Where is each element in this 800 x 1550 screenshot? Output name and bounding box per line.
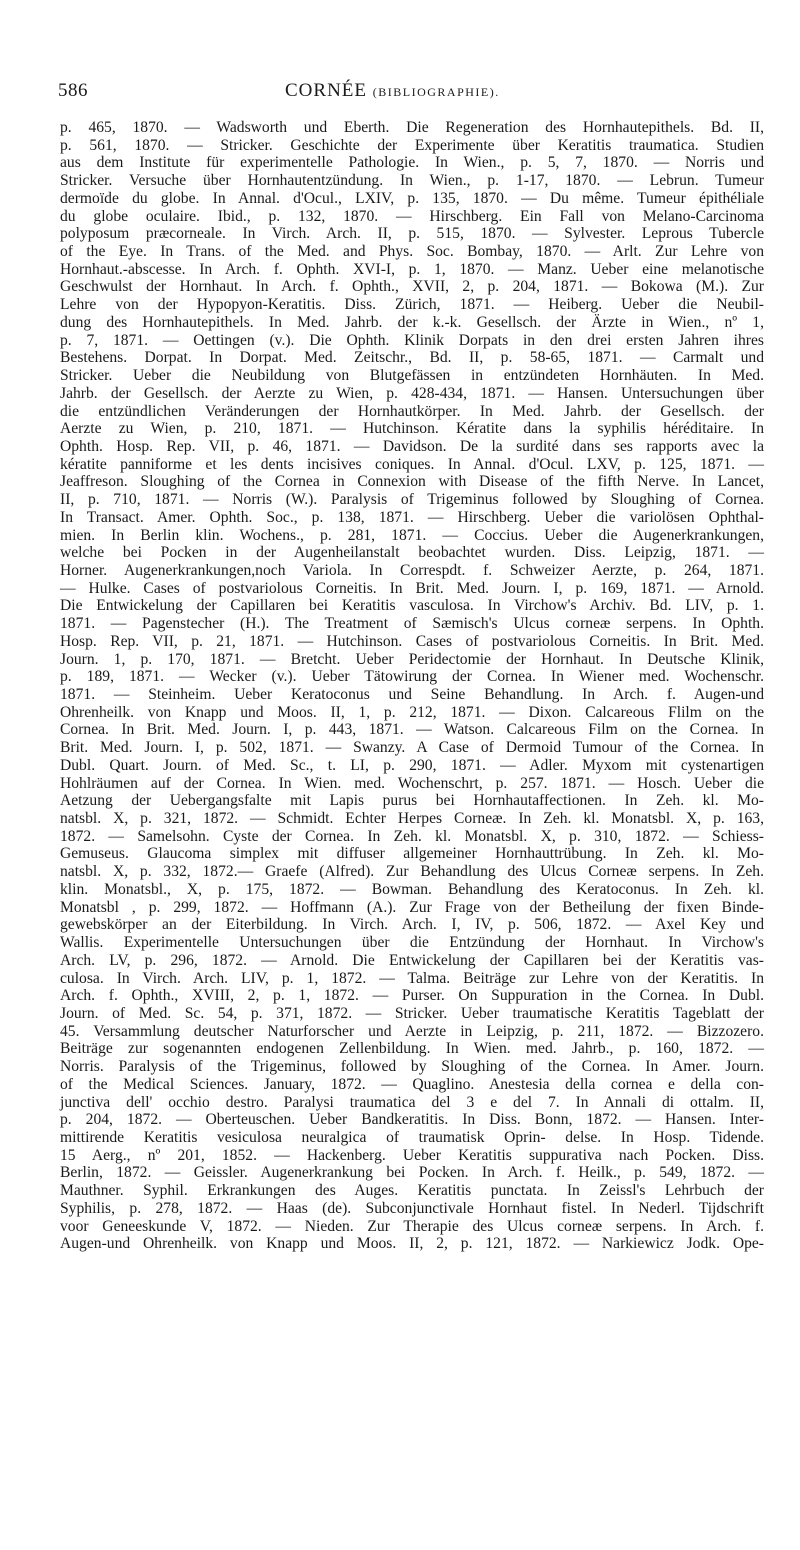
text-line: Lehre von der Hypopyon-Keratitis. Diss. Zürich, 1871. — Heiberg. Ueber die Neubil- <box>60 296 764 314</box>
text-line: voor Geneeskunde V, 1872. — Nieden. Zur Therapie des Ulcus corneæ serpens. In Arch. f. <box>60 1217 764 1235</box>
running-title-main: CORNÉE <box>285 80 367 101</box>
text-line: mittirende Keratitis vesiculosa neuralgica of traumatisk Oprin- delse. In Hosp. Tidende. <box>60 1128 764 1146</box>
text-line: Wallis. Experimentelle Untersuchungen über die Entzündung der Hornhaut. In Virchow's <box>60 934 764 952</box>
text-line: Die Entwickelung der Capillaren bei Keratitis vasculosa. In Virchow's Archiv. Bd. LIV, p. 1. <box>60 597 764 615</box>
text-line: p. 561, 1870. — Stricker. Geschichte der Experimente über Keratitis traumatica. Studien <box>60 136 764 154</box>
text-line: Jeaffreson. Sloughing of the Cornea in Connexion with Disease of the fifth Nerve. In Lancet, <box>60 473 764 491</box>
text-line: Hohlräumen auf der Cornea. In Wien. med. Wochenschrt, p. 257. 1871. — Hosch. Ueber die <box>60 774 764 792</box>
text-line: Beiträge zur sogenannten endogenen Zellenbildung. In Wien. med. Jahrb., p. 160, 1872. — <box>60 1040 764 1058</box>
text-line <box>60 1253 764 1271</box>
text-line: Geschwulst der Hornhaut. In Arch. f. Ophth., XVII, 2, p. 204, 1871. — Bokowa (M.). Zur <box>60 278 764 296</box>
text-line: Aerzte zu Wien, p. 210, 1871. — Hutchinson. Kératite dans la syphilis héréditaire. In <box>60 420 764 438</box>
text-line: Journ. of Med. Sc. 54, p. 371, 1872. — Stricker. Ueber traumatische Keratitis Tageblatt der <box>60 1004 764 1022</box>
text-line: Berlin, 1872. — Geissler. Augenerkrankung bei Pocken. In Arch. f. Heilk., p. 549, 1872. — <box>60 1164 764 1182</box>
text-line: aus dem Institute für experimentelle Pathologie. In Wien., p. 5, 7, 1870. — Norris und <box>60 154 764 172</box>
text-line: dung des Hornhautepithels. In Med. Jahrb. der k.-k. Gesellsch. der Ärzte in Wien., nº 1, <box>60 313 764 331</box>
text-line: II, p. 710, 1871. — Norris (W.). Paralysis of Trigeminus followed by Sloughing of Cornea. <box>60 491 764 509</box>
text-line: Hornhaut.-abscesse. In Arch. f. Ophth. XVI-I, p. 1, 1870. — Manz. Ueber eine melanotische <box>60 260 764 278</box>
page-number: 586 <box>58 80 88 101</box>
text-line: of the Eye. In Trans. of the Med. and Phys. Soc. Bombay, 1870. — Arlt. Zur Lehre von <box>60 243 764 261</box>
text-line: — Hulke. Cases of postvariolous Corneitis. In Brit. Med. Journ. I, p. 169, 1871. — Arnold. <box>60 579 764 597</box>
text-line: p. 7, 1871. — Oettingen (v.). Die Ophth. Klinik Dorpats in den drei ersten Jahren ihres <box>60 331 764 349</box>
text-line: p. 204, 1872. — Oberteuschen. Ueber Bandkeratitis. In Diss. Bonn, 1872. — Hansen. Inter- <box>60 1111 764 1129</box>
text-line: natsbl. X, p. 321, 1872. — Schmidt. Echter Herpes Corneæ. In Zeh. kl. Monatsbl. X, p. 163, <box>60 810 764 828</box>
text-line: Mauthner. Syphil. Erkrankungen des Auges. Keratitis punctata. In Zeissl's Lehrbuch der <box>60 1182 764 1200</box>
text-line: Dubl. Quart. Journ. of Med. Sc., t. LI, p. 290, 1871. — Adler. Myxom mit cystenartigen <box>60 756 764 774</box>
text-line: Monatsbl , p. 299, 1872. — Hoffmann (A.). Zur Frage von der Betheilung der fixen Binde- <box>60 898 764 916</box>
text-line: Arch. f. Ophth., XVIII, 2, p. 1, 1872. — Purser. On Suppuration in the Cornea. In Dubl. <box>60 987 764 1005</box>
text-line: Jahrb. der Gesellsch. der Aerzte zu Wien, p. 428-434, 1871. — Hansen. Untersuchungen über <box>60 384 764 402</box>
running-title <box>285 80 500 102</box>
text-line: In Transact. Amer. Ophth. Soc., p. 138, 1871. — Hirschberg. Ueber die variolösen Ophthal- <box>60 508 764 526</box>
text-line: Ohrenheilk. von Knapp und Moos. II, 1, p. 212, 1871. — Dixon. Calcareous Flilm on the <box>60 703 764 721</box>
text-line: die entzündlichen Veränderungen der Hornhautkörper. In Med. Jahrb. der Gesellsch. der <box>60 402 764 420</box>
running-head <box>58 80 758 108</box>
text-line: 1872. — Samelsohn. Cyste der Cornea. In Zeh. kl. Monatsbl. X, p. 310, 1872. — Schiess- <box>60 827 764 845</box>
text-line: Stricker. Ueber die Neubildung von Blutgefässen in entzündeten Hornhäuten. In Med. <box>60 367 764 385</box>
text-line: Augen-und Ohrenheilk. von Knapp und Moos. II, 2, p. 121, 1872. — Narkiewicz Jodk. Ope- <box>60 1235 764 1253</box>
text-line: Ophth. Hosp. Rep. VII, p. 46, 1871. — Davidson. De la surdité dans ses rapports avec la <box>60 437 764 455</box>
text-line: Aetzung der Uebergangsfalte mit Lapis purus bei Hornhautaffectionen. In Zeh. kl. Mo- <box>60 792 764 810</box>
text-line: du globe oculaire. Ibid., p. 132, 1870. — Hirschberg. Ein Fall von Melano-Carcinoma <box>60 207 764 225</box>
bibliography-text <box>60 119 764 1271</box>
text-line: of the Medical Sciences. January, 1872. — Quaglino. Anestesia della cornea e della con- <box>60 1075 764 1093</box>
text-line: Gemuseus. Glaucoma simplex mit diffuser allgemeiner Hornhauttrübung. In Zeh. kl. Mo- <box>60 845 764 863</box>
text-line: kératite panniforme et les dents incisives coniques. In Annal. d'Ocul. LXV, p. 125, 1871. — <box>60 455 764 473</box>
text-line: Stricker. Versuche über Hornhautentzündung. In Wien., p. 1-17, 1870. — Lebrun. Tumeur <box>60 172 764 190</box>
text-line: culosa. In Virch. Arch. LIV, p. 1, 1872. — Talma. Beiträge zur Lehre von der Keratitis. In <box>60 969 764 987</box>
text-line: p. 189, 1871. — Wecker (v.). Ueber Tätowirung der Cornea. In Wiener med. Wochenschr. <box>60 668 764 686</box>
text-line: Cornea. In Brit. Med. Journ. I, p. 443, 1871. — Watson. Calcareous Film on the Cornea. In <box>60 721 764 739</box>
text-line: klin. Monatsbl., X, p. 175, 1872. — Bowman. Behandlung des Keratoconus. In Zeh. kl. <box>60 880 764 898</box>
text-line: Journ. 1, p. 170, 1871. — Bretcht. Ueber Peridectomie der Hornhaut. In Deutsche Klinik, <box>60 650 764 668</box>
text-line: natsbl. X, p. 332, 1872.— Graefe (Alfred). Zur Behandlung des Ulcus Corneæ serpens. In Zeh. <box>60 863 764 881</box>
text-line: dermoïde du globe. In Annal. d'Ocul., LXIV, p. 135, 1870. — Du même. Tumeur épithéliale <box>60 189 764 207</box>
running-title-section: (BIBLIOGRAPHIE). <box>372 85 500 99</box>
text-line: welche bei Pocken in der Augenheilanstalt beobachtet wurden. Diss. Leipzig, 1871. — <box>60 544 764 562</box>
text-line: p. 465, 1870. — Wadsworth und Eberth. Die Regeneration des Hornhautepithels. Bd. II, <box>60 119 764 136</box>
text-line: gewebskörper an der Eiterbildung. In Virch. Arch. I, IV, p. 506, 1872. — Axel Key und <box>60 916 764 934</box>
text-line: Hosp. Rep. VII, p. 21, 1871. — Hutchinson. Cases of postvariolous Corneitis. In Brit. Med. <box>60 632 764 650</box>
text-line: 15 Aerg., nº 201, 1852. — Hackenberg. Ueber Keratitis suppurativa nach Pocken. Diss. <box>60 1146 764 1164</box>
text-line: Norris. Paralysis of the Trigeminus, followed by Sloughing of the Cornea. In Amer. Journ. <box>60 1058 764 1076</box>
text-line: 1871. — Pagenstecher (H.). The Treatment of Sæmisch's Ulcus corneæ serpens. In Ophth. <box>60 615 764 633</box>
text-line: Horner. Augenerkrankungen,noch Variola. In Correspdt. f. Schweizer Aerzte, p. 264, 1871. <box>60 561 764 579</box>
text-line: Syphilis, p. 278, 1872. — Haas (de). Subconjunctivale Hornhaut fistel. In Nederl. Tijdschrift <box>60 1199 764 1217</box>
text-line: mien. In Berlin klin. Wochens., p. 281, 1871. — Coccius. Ueber die Augenerkrankungen, <box>60 526 764 544</box>
text-line: 1871. — Steinheim. Ueber Keratoconus und Seine Behandlung. In Arch. f. Augen-und <box>60 686 764 703</box>
text-line: Brit. Med. Journ. I, p. 502, 1871. — Swanzy. A Case of Dermoid Tumour of the Cornea. In <box>60 739 764 757</box>
text-line: Arch. LV, p. 296, 1872. — Arnold. Die Entwickelung der Capillaren bei der Keratitis vas- <box>60 951 764 969</box>
text-line: 45. Versammlung deutscher Naturforscher und Aerzte in Leipzig, p. 211, 1872. — Bizzozero. <box>60 1022 764 1040</box>
text-line: Bestehens. Dorpat. In Dorpat. Med. Zeitschr., Bd. II, p. 58-65, 1871. — Carmalt und <box>60 349 764 367</box>
text-line: polyposum præcorneale. In Virch. Arch. II, p. 515, 1870. — Sylvester. Leprous Tubercle <box>60 225 764 243</box>
text-line: junctiva dell' occhio destro. Paralysi traumatica del 3 e del 7. In Annali di ottalm. II, <box>60 1093 764 1111</box>
